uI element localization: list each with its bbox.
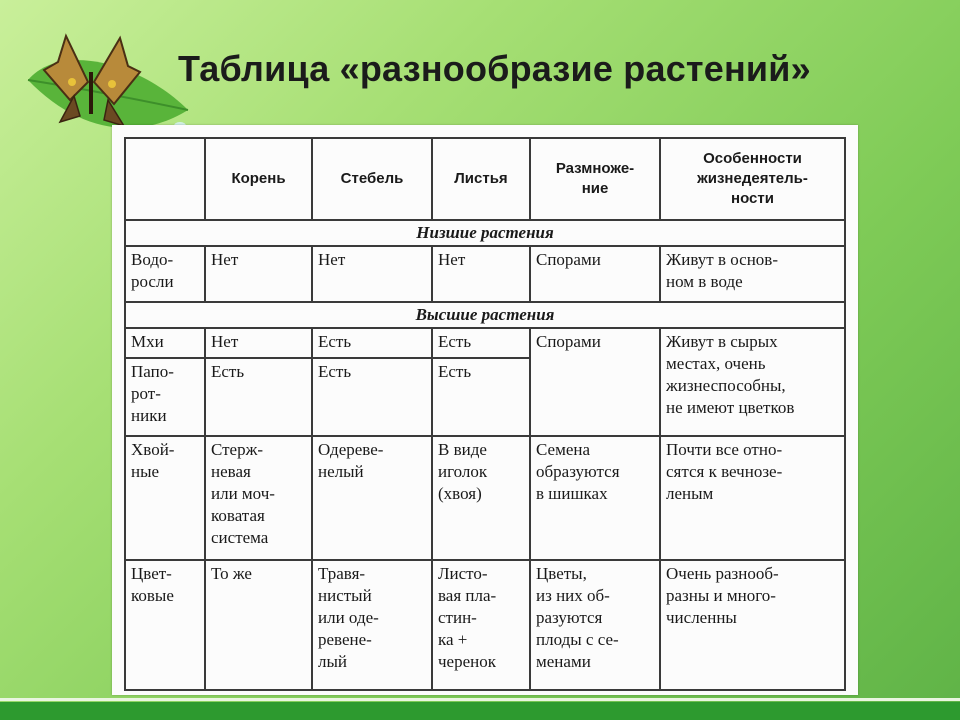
cell-reproduction: Цветы, из них об- разуются плоды с се- менами (530, 560, 660, 690)
cell-root: Нет (205, 246, 312, 302)
cell-leaves: Листо- вая пла- стин- ка + черенок (432, 560, 530, 690)
cell-features: Почти все отно- сятся к вечнозе- леным (660, 436, 845, 560)
cell-features: Живут в основ- ном в воде (660, 246, 845, 302)
cell-stem: Есть (312, 328, 432, 358)
cell-reproduction: Спорами (530, 328, 660, 436)
column-header-reproduction: Размноже- ние (530, 138, 660, 220)
cell-leaves: Нет (432, 246, 530, 302)
section-row (125, 302, 845, 328)
table-row (125, 246, 845, 302)
cell-leaves: Есть (432, 358, 530, 436)
row-name-mosses: Мхи (125, 328, 205, 358)
footer-bar (0, 702, 960, 720)
footer-divider (0, 698, 960, 701)
cell-root: Есть (205, 358, 312, 436)
table-row (125, 328, 845, 358)
column-header-features: Особенности жизнедеятель- ности (660, 138, 845, 220)
section-lower-plants: Низшие растения (125, 220, 845, 246)
cell-root: То же (205, 560, 312, 690)
cell-reproduction: Семена образуются в шишках (530, 436, 660, 560)
cell-stem: Есть (312, 358, 432, 436)
section-higher-plants: Высшие растения (125, 302, 845, 328)
column-header-root: Корень (205, 138, 312, 220)
table-header-row (125, 138, 845, 220)
cell-features: Живут в сырых местах, очень жизнеспособны, не имеют цветков (660, 328, 845, 436)
cell-root: Нет (205, 328, 312, 358)
plants-table (124, 137, 846, 691)
column-header (125, 138, 205, 220)
section-row (125, 220, 845, 246)
cell-features: Очень разнооб- разны и много- численны (660, 560, 845, 690)
table-image (112, 125, 858, 695)
table-row (125, 560, 845, 690)
row-name-ferns: Папо- рот- ники (125, 358, 205, 436)
cell-leaves: В виде иголок (хвоя) (432, 436, 530, 560)
column-header-stem: Стебель (312, 138, 432, 220)
cell-stem: Одереве- нелый (312, 436, 432, 560)
row-name-flowering: Цвет- ковые (125, 560, 205, 690)
row-name-algae: Водо- росли (125, 246, 205, 302)
slide-title: Таблица «разнообразие растений» (178, 48, 811, 89)
cell-root: Стерж- невая или моч- коватая система (205, 436, 312, 560)
butterfly-on-leaf-icon (20, 22, 190, 142)
cell-leaves: Есть (432, 328, 530, 358)
cell-stem: Нет (312, 246, 432, 302)
row-name-conifers: Хвой- ные (125, 436, 205, 560)
cell-stem: Травя- нистый или оде- ревене- лый (312, 560, 432, 690)
table-row (125, 436, 845, 560)
cell-reproduction: Спорами (530, 246, 660, 302)
column-header-leaves: Листья (432, 138, 530, 220)
